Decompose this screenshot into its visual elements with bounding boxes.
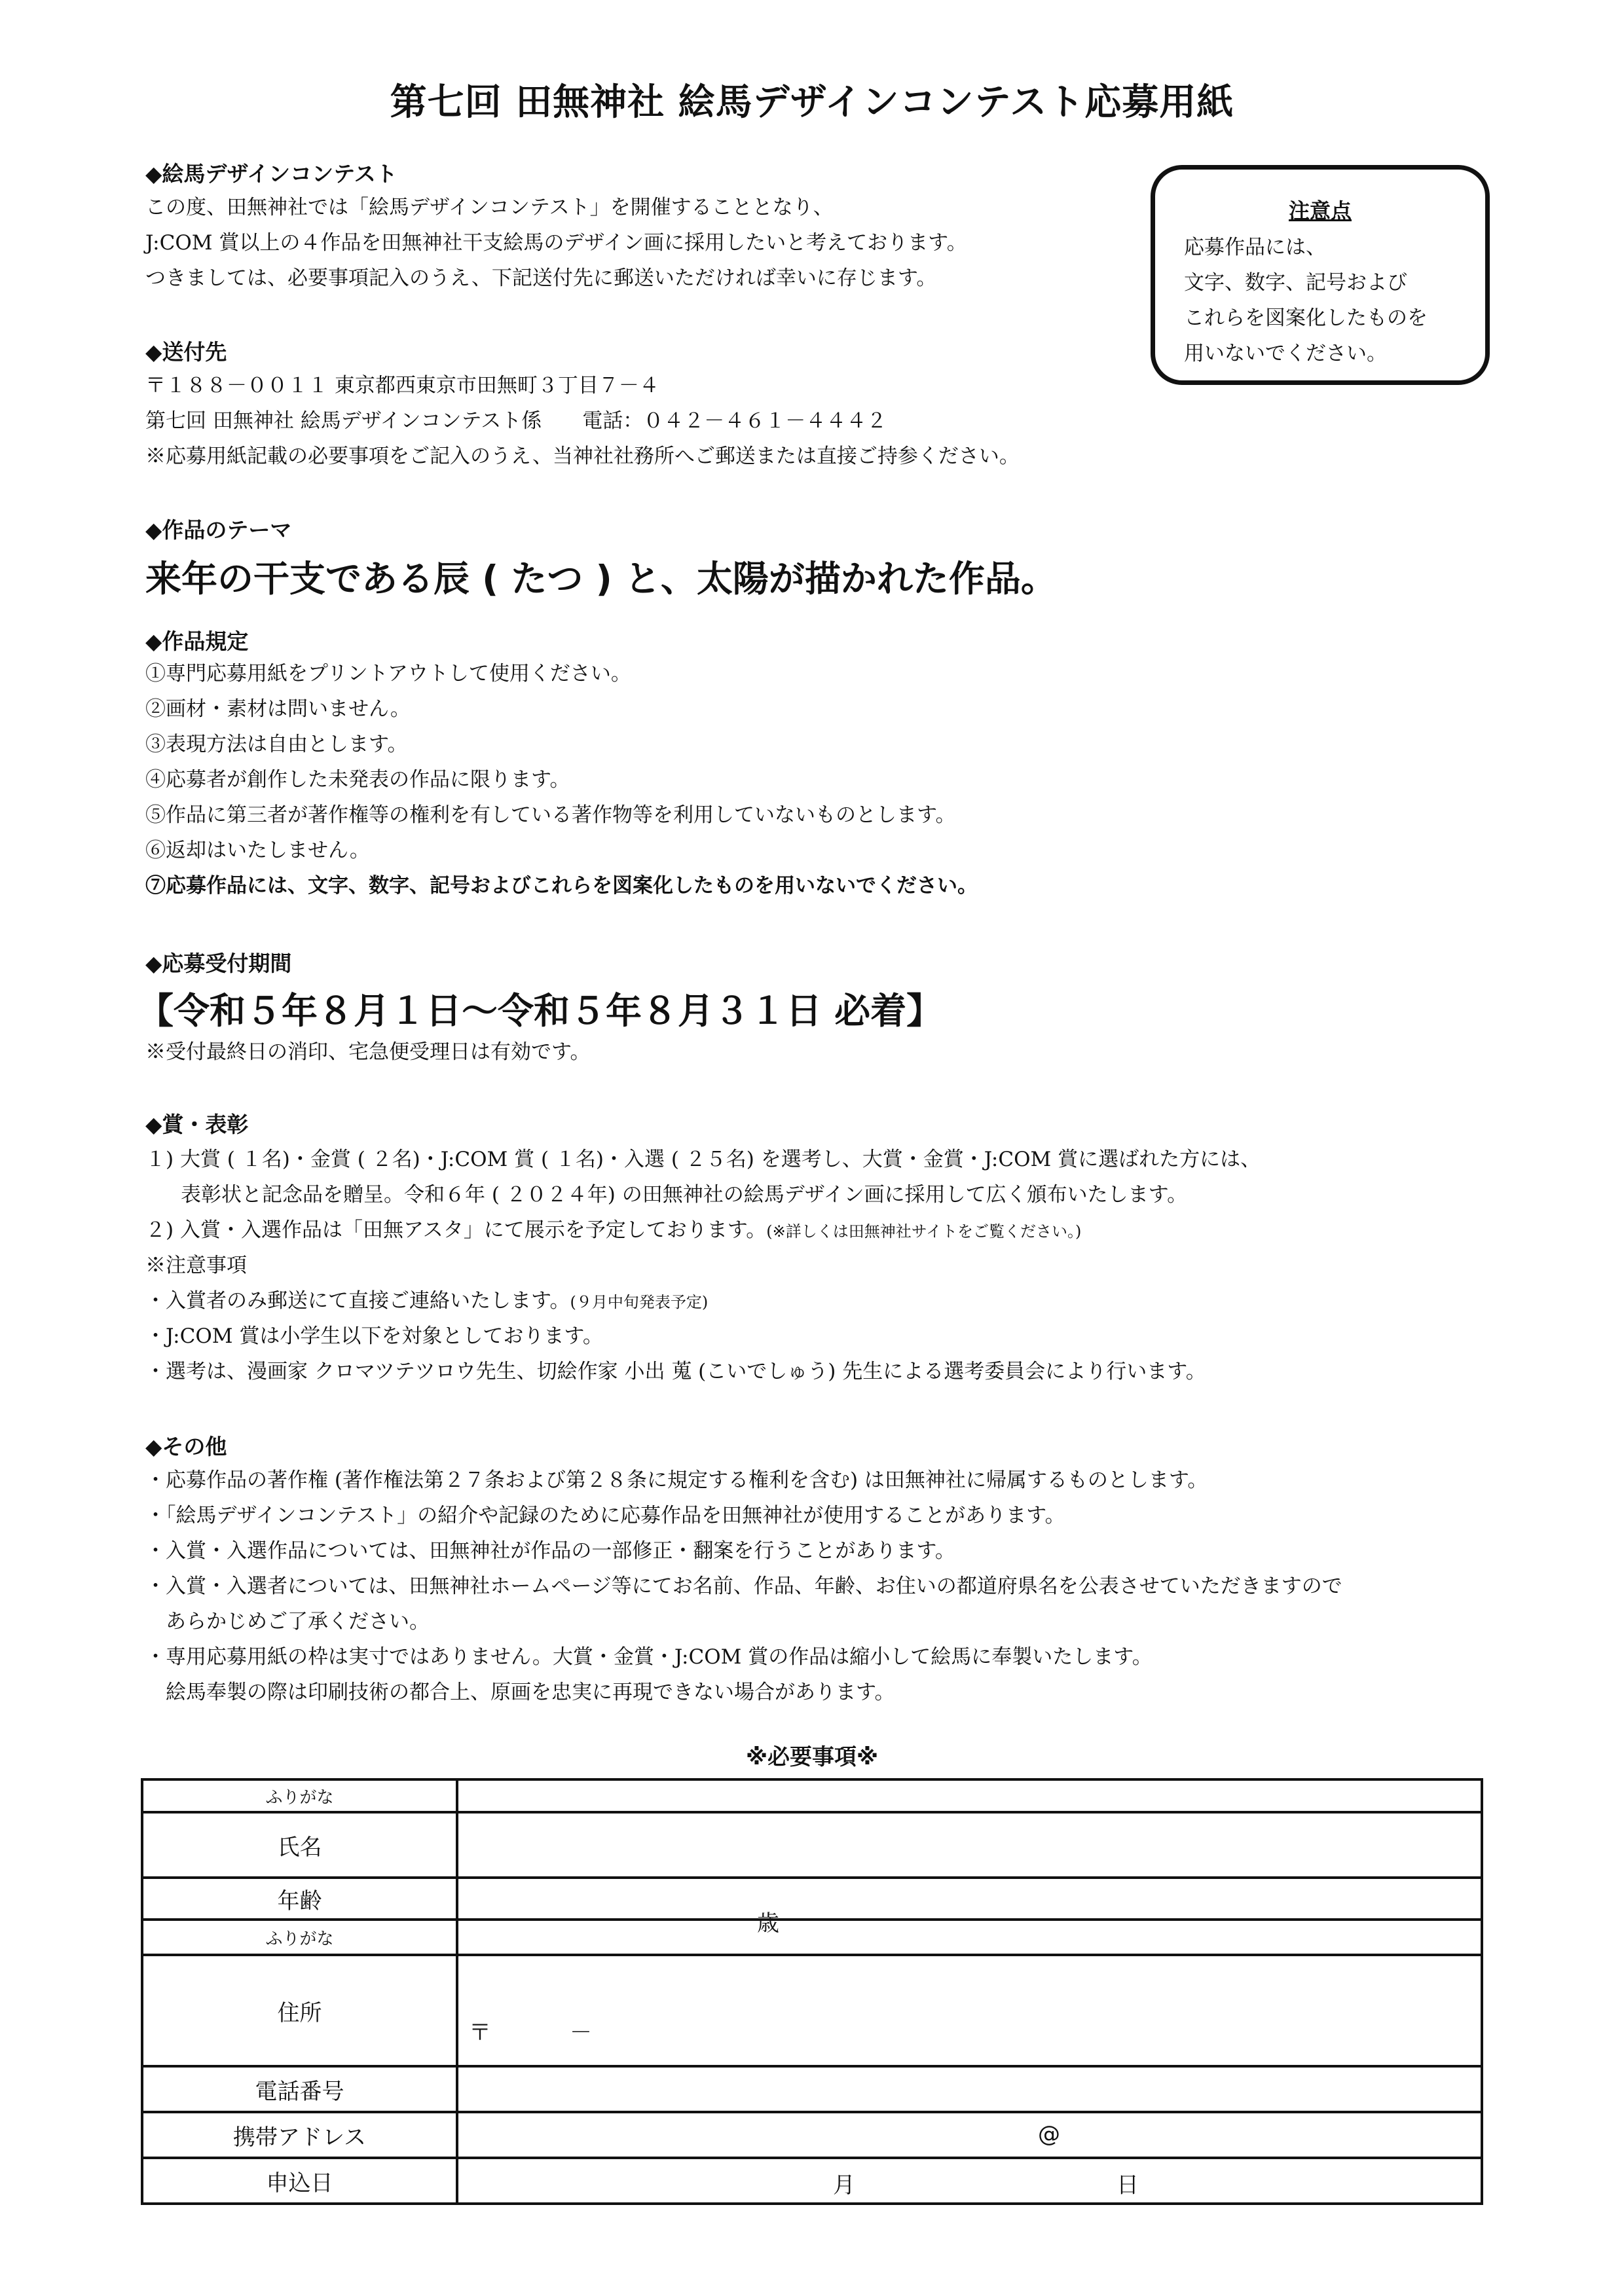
theme-heading: ◆作品のテーマ xyxy=(145,517,292,543)
rule-item: ④応募者が創作した未発表の作品に限ります。 xyxy=(145,768,570,792)
awards-text: ・入賞者のみ郵送にて直接ご連絡いたします。 xyxy=(145,1289,570,1313)
address-line: 〒１８８－００１１ 東京都西東京市田無町３丁目７－４ xyxy=(145,374,659,397)
intro-line: この度、田無神社では「絵馬デザインコンテスト」を開催することとなり、 xyxy=(145,196,834,219)
awards-line xyxy=(145,1212,1081,1249)
other-line: 絵馬奉製の際は印刷技術の都合上、原画を忠実に再現できない場合があります。 xyxy=(145,1681,895,1704)
age-unit: 歳 xyxy=(757,1910,779,1937)
notice-line: これらを図案化したものを xyxy=(1184,306,1428,330)
other-line: ・応募作品の著作権 (著作権法第２７条および第２８条に規定する権利を含む) は田無神社に帰属するものとします。 xyxy=(145,1468,1208,1492)
name-label: 氏名 xyxy=(142,1812,457,1878)
awards-line xyxy=(145,1283,708,1320)
address-field[interactable] xyxy=(457,1955,1482,2066)
intro-line: J:COM 賞以上の４作品を田無神社干支絵馬のデザイン画に採用したいと考えております。 xyxy=(145,231,967,255)
address-label: 住所 xyxy=(142,1955,457,2066)
other-line: ・「絵馬デザインコンテスト」の紹介や記録のために応募作品を田無神社が使用することがあります。 xyxy=(145,1504,1065,1527)
rule-item: ②画材・素材は問いません。 xyxy=(145,697,411,721)
month-unit: 月 xyxy=(833,2172,855,2198)
notice-body xyxy=(1184,230,1428,371)
mobile-field[interactable] xyxy=(457,2112,1482,2158)
address-line: ※応募用紙記載の必要事項をご記入のうえ、当神社社務所へご郵送または直接ご持参ください。 xyxy=(145,445,1020,468)
form-title: ※必要事項※ xyxy=(745,1744,879,1770)
rule-item: ⑤作品に第三者が著作権等の権利を有している著作物等を利用していないものとします。 xyxy=(145,803,956,827)
rule-item: ⑥返却はいたしません。 xyxy=(145,839,370,862)
period-note: ※受付最終日の消印、宅急便受理日は有効です。 xyxy=(145,1040,591,1064)
day-unit: 日 xyxy=(1116,2172,1139,2198)
mobile-label: 携帯アドレス xyxy=(142,2112,457,2158)
date-label: 申込日 xyxy=(142,2158,457,2204)
awards-small-note: (９月中旬発表予定) xyxy=(570,1293,709,1311)
rule-item: ③表現方法は自由とします。 xyxy=(145,733,408,756)
phone-label: 電話番号 xyxy=(142,2066,457,2112)
furigana-label: ふりがな xyxy=(142,1920,457,1955)
period-text: 【令和５年８月１日～令和５年８月３１日 必着】 xyxy=(138,990,943,1032)
notice-line: 用いないでください。 xyxy=(1184,342,1387,365)
other-line: ・専用応募用紙の枠は実寸ではありません。大賞・金賞・J:COM 賞の作品は縮小して絵馬に奉製いたします。 xyxy=(145,1645,1153,1669)
at-mark: @ xyxy=(1038,2121,1060,2147)
date-field[interactable] xyxy=(457,2158,1482,2204)
application-form xyxy=(141,1778,1483,2205)
other-line: ・入賞・入選者については、田無神社ホームページ等にてお名前、作品、年齢、お住いの都道府県名を公表させていただきますので xyxy=(145,1575,1342,1598)
name-field[interactable] xyxy=(457,1812,1482,1878)
awards-line: ・J:COM 賞は小学生以下を対象としております。 xyxy=(145,1324,603,1348)
other-heading: ◆その他 xyxy=(145,1434,227,1459)
postal-dash: － xyxy=(570,2020,592,2046)
intro-line: つきましては、必要事項記入のうえ、下記送付先に郵送いただければ幸いに存じます。 xyxy=(145,266,937,290)
rule-item: ①専門応募用紙をプリントアウトして使用ください。 xyxy=(145,662,631,685)
awards-line: ・選考は、漫画家 クロマツテツロウ先生、切絵作家 小出 蒐 (こいでしゅう) 先生による選考委員会により行います。 xyxy=(145,1360,1206,1383)
address-heading: ◆送付先 xyxy=(145,339,227,365)
awards-heading: ◆賞・表彰 xyxy=(145,1112,249,1137)
awards-line: ※注意事項 xyxy=(145,1254,247,1277)
awards-line: 表彰状と記念品を贈呈。令和６年 ( ２０２４年) の田無神社の絵馬デザイン画に採用して広く頒布いたします。 xyxy=(181,1183,1188,1207)
notice-line: 文字、数字、記号および xyxy=(1184,271,1407,295)
address-line: 第七回 田無神社 絵馬デザインコンテスト係 電話：０４２－４６１－４４４２ xyxy=(145,409,887,433)
postal-mark: 〒 xyxy=(469,2020,491,2046)
page-title: 第七回 田無神社 絵馬デザインコンテスト応募用紙 xyxy=(390,81,1234,124)
other-line: あらかじめご了承ください。 xyxy=(145,1610,430,1633)
address-furigana-field[interactable] xyxy=(457,1920,1482,1955)
rules-heading: ◆作品規定 xyxy=(145,629,249,654)
furigana-label: ふりがな xyxy=(142,1779,457,1812)
rule-item: ⑦応募作品には、文字、数字、記号およびこれらを図案化したものを用いないでください。 xyxy=(145,874,978,898)
theme-text: 来年の干支である辰 ( たつ ) と、太陽が描かれた作品。 xyxy=(145,558,1057,600)
age-label: 年齢 xyxy=(142,1878,457,1920)
awards-small-note: (※詳しくは田無神社サイトをご覧ください。) xyxy=(766,1222,1082,1241)
awards-line: １) 大賞 ( １名)・金賞 ( ２名)・J:COM 賞 ( １名)・入選 ( ２５名) を選考し、大賞・金賞・J:COM 賞に選ばれた方には、 xyxy=(145,1148,1261,1171)
awards-text: ２) 入賞・入選作品は「田無アスタ」にて展示を予定しております。 xyxy=(145,1218,767,1242)
notice-title: 注意点 xyxy=(1288,198,1352,223)
intro-heading: ◆絵馬デザインコンテスト xyxy=(145,161,397,187)
name-furigana-field[interactable] xyxy=(457,1779,1482,1812)
other-line: ・入賞・入選作品については、田無神社が作品の一部修正・翻案を行うことがあります。 xyxy=(145,1539,955,1563)
notice-line: 応募作品には、 xyxy=(1184,236,1326,259)
phone-field[interactable] xyxy=(457,2066,1482,2112)
notice-box xyxy=(1151,165,1490,385)
period-heading: ◆応募受付期間 xyxy=(145,951,292,976)
age-row xyxy=(457,1878,1482,1937)
